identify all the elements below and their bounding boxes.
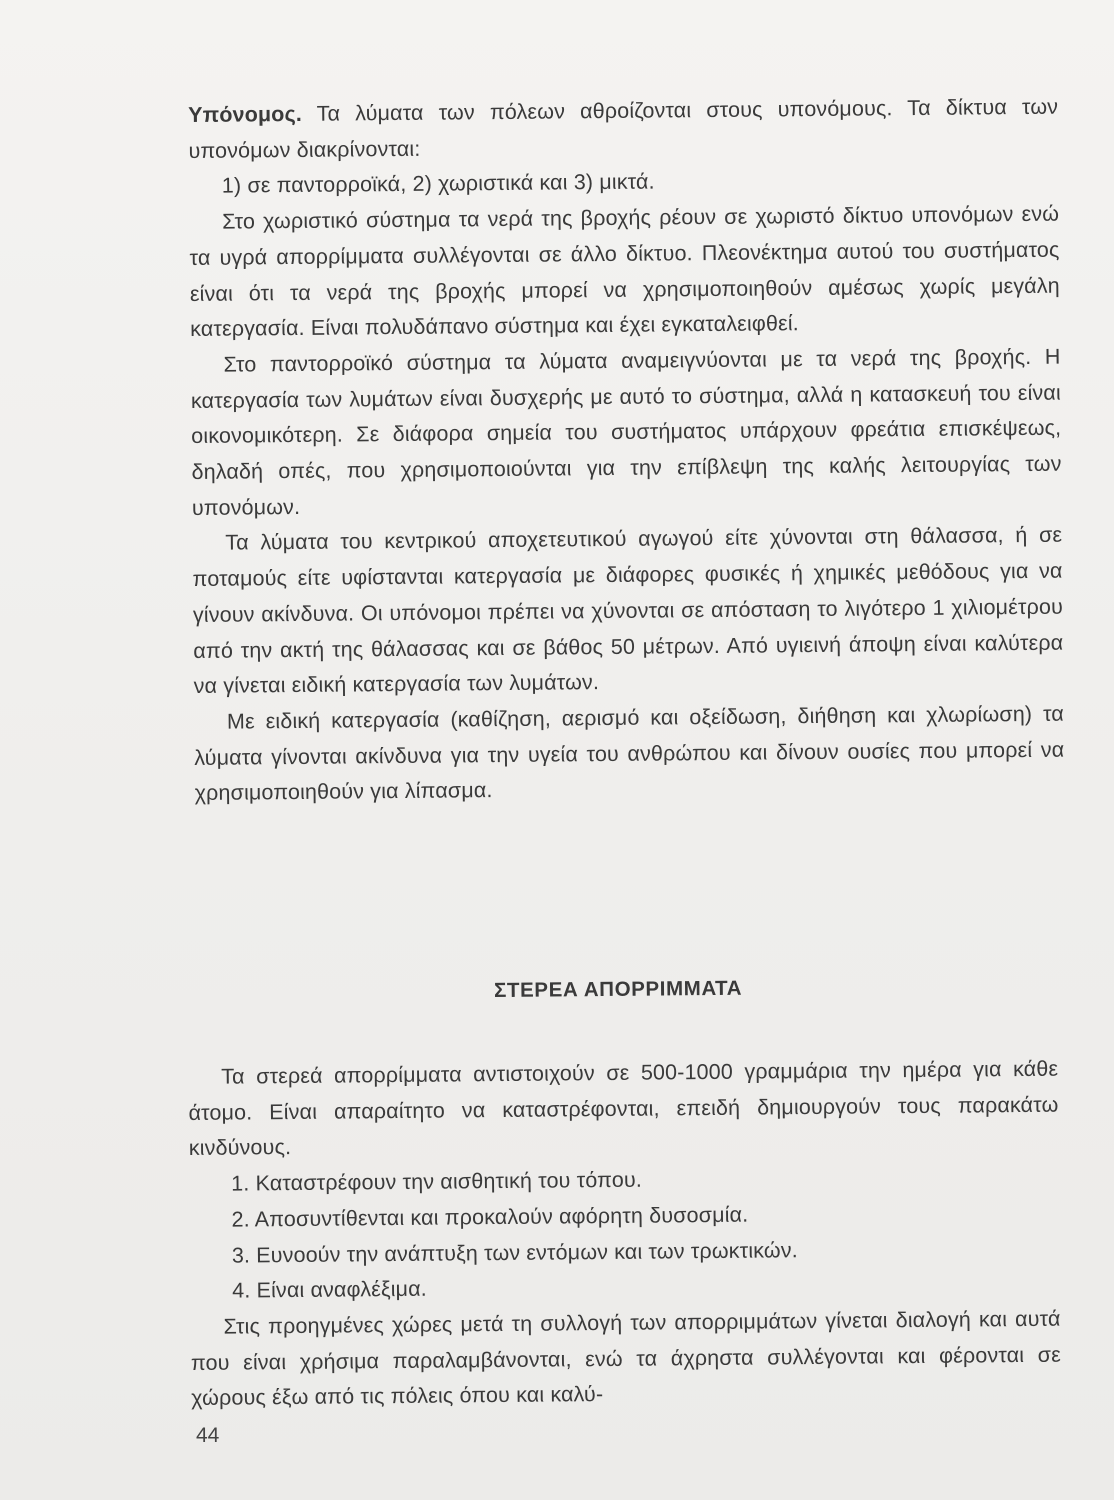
intro-paragraph xyxy=(188,90,1059,170)
list-item: 2. Αποσυντίθενται και προκαλούν αφόρητη δυσοσμία. xyxy=(231,1202,749,1232)
sewer-section xyxy=(188,90,1065,812)
paragraph-solid-waste-intro: Τα στερεά απορρίμματα αντιστοιχούν σε 500-1000 γραμμάρια την ημέρα για κάθε άτομο. Είναι απαραίτητο να καταστρέφονται, επειδή δημιουργούν τους παρακάτω κινδύνους. xyxy=(188,1056,1059,1161)
paragraph-combined-system: Στο παντορροϊκό σύστημα τα λύματα αναμειγνύονται με τα νερά της βροχής. Η κατεργασία των λυμάτων είναι δυσχερής με αυτό το σύστημα, αλλά η κατασκευή του είναι οικονομικότερη. Σε διάφορα σημεία του συστήματος υπάρχουν φρεάτια επισκέψεως, δηλαδή οπές, που χρησιμοποιούνται για την επίβλεψη της καλής λειτουργίας των υπονόμων. xyxy=(190,344,1062,520)
list-item: 4. Είναι αναφλέξιμα. xyxy=(232,1276,427,1303)
intro-text: Τα λύματα των πόλεων αθροίζονται στους υπονόμους. Τα δίκτυα των υπονόμων διακρίνονται: xyxy=(188,94,1059,163)
paragraph-separate-system: Στο χωριστικό σύστημα τα νερά της βροχής ρέουν σε χωριστό δίκτυο υπονόμων ενώ τα υγρά απορρίμματα συλλέγονται σε άλλο δίκτυο. Πλεονέκτημα αυτού του συστήματος είναι ότι τα νερά της βροχής μπορεί να χρησιμοποιηθούν αμέσως χωρίς μεγάλη κατεργασία. Είναι πολυδάπανο σύστημα και έχει εγκαταλειφθεί. xyxy=(189,201,1060,342)
sewer-types-line: 1) σε παντορροϊκά, 2) χωριστικά και 3) μικτά. xyxy=(221,169,655,199)
term-sewer: Υπόνομος. xyxy=(188,101,303,127)
list-item: 3. Ευνοούν την ανάπτυξη των εντόμων και των τρωκτικών. xyxy=(231,1237,798,1268)
dangers-list xyxy=(189,1159,1060,1310)
page-number: 44 xyxy=(196,1424,220,1447)
solid-waste-section xyxy=(188,1052,1061,1417)
paragraph-sewage-discharge: Τα λύματα του κεντρικού αποχετευτικού αγωγού είτε χύνονται στη θάλασσα, ή σε ποταμούς είτε υφίστανται κατεργασία με διάφορες φυσικές ή χημικές μεθόδους για να γίνουν ακίνδυνα. Οι υπόνομοι πρέπει να χύνονται σε απόσταση το λιγότερο 1 χιλιομέτρου από την ακτή της θάλασσας και σε βάθος 50 μέτρων. Από υγιεινή άποψη είναι καλύτερα να γίνεται ειδική κατεργασία των λυμάτων. xyxy=(192,523,1064,699)
list-item: 1. Καταστρέφουν την αισθητική του τόπου. xyxy=(231,1167,643,1196)
paragraph-special-treatment: Με ειδική κατεργασία (καθίζηση, αερισμό και οξείδωση, διήθηση και χλωρίωση) τα λύματα γίνονται ακίνδυνα για την υγεία του ανθρώπου και δίνουν ουσίες που μπορεί να χρησιμοποιηθούν για λίπασμα. xyxy=(194,701,1065,806)
paragraph-waste-sorting: Στις προηγμένες χώρες μετά τη συλλογή των απορριμμάτων γίνεται διαλογή και αυτά που είναι χρήσιμα παραλαμβάνονται, ενώ τα άχρηστα συλλέγονται και φέρονται σε χώρους έξω από τις πόλεις όπου και καλύ- xyxy=(190,1306,1061,1411)
section-heading-solid-waste: ΣΤΕΡΕΑ ΑΠΟΡΡΙΜΜΑΤΑ xyxy=(493,976,743,1003)
